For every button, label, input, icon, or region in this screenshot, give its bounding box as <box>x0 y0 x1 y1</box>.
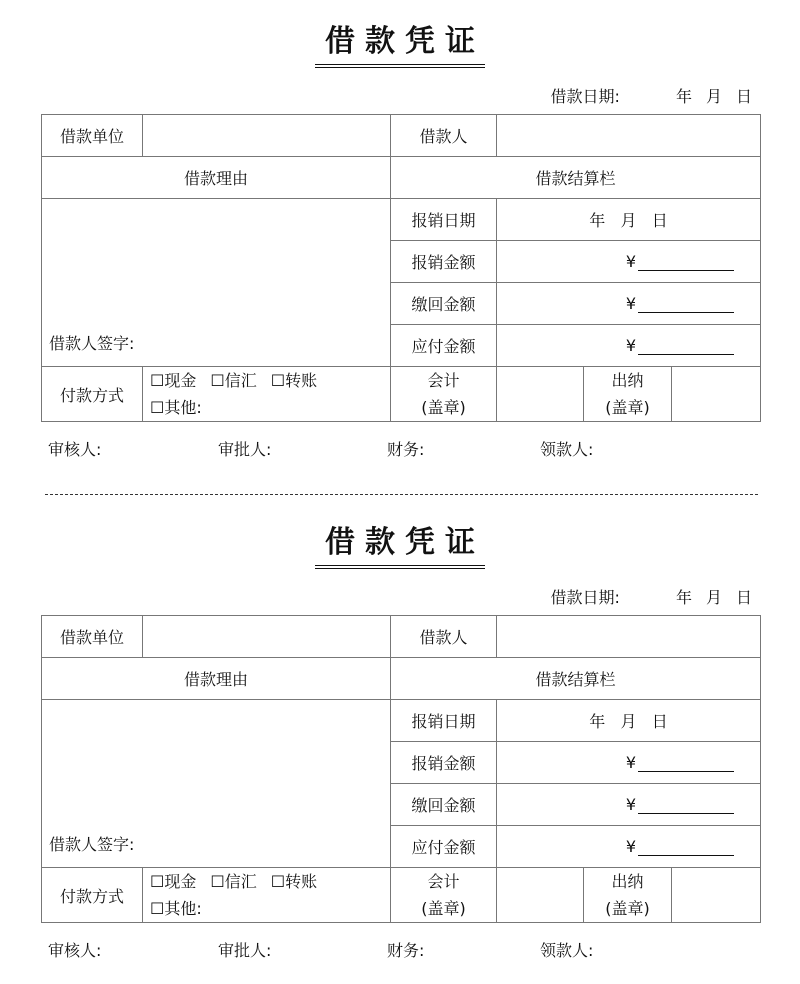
borrower-unit-field[interactable] <box>143 616 391 658</box>
month-label: 月 <box>705 588 722 607</box>
borrow-date-label: 借款日期: <box>550 588 620 607</box>
currency-symbol: ¥ <box>625 252 637 271</box>
payment-options <box>143 868 391 923</box>
signature-label: 借款人签字: <box>49 835 135 854</box>
borrower-unit-field[interactable] <box>143 115 391 157</box>
currency-symbol: ¥ <box>625 795 637 814</box>
option-wire[interactable]: ☐信汇 <box>210 872 257 891</box>
borrower-unit-label: 借款单位 <box>42 115 143 157</box>
voucher-title: 借款凭证 <box>0 22 800 68</box>
payment-method-label: 付款方式 <box>42 367 143 422</box>
option-wire[interactable]: ☐信汇 <box>210 371 257 390</box>
voucher-table <box>41 615 761 923</box>
accountant-cell <box>391 367 497 422</box>
option-transfer[interactable]: ☐转账 <box>270 872 318 891</box>
cashier-stamp-field[interactable] <box>672 367 761 422</box>
dashed-separator <box>45 494 758 495</box>
reviewer-label: 审核人: <box>48 440 102 459</box>
option-cash[interactable]: ☐现金 <box>150 371 197 390</box>
reason-signature-cell[interactable] <box>42 199 391 367</box>
day-label: 日 <box>735 588 752 607</box>
option-cash[interactable]: ☐现金 <box>150 872 197 891</box>
return-amount-label: 缴回金额 <box>391 283 497 325</box>
recipient-label: 领款人: <box>540 440 594 459</box>
finance-label: 财务: <box>387 941 425 960</box>
borrower-label: 借款人 <box>391 115 497 157</box>
reimburse-date-label: 报销日期 <box>391 199 497 241</box>
return-amount-field[interactable] <box>497 784 761 826</box>
cashier-stamp-field[interactable] <box>672 868 761 923</box>
recipient-label: 领款人: <box>540 941 594 960</box>
reimburse-date-field[interactable]: 年 月 日 <box>497 700 761 742</box>
accountant-stamp-field[interactable] <box>497 367 584 422</box>
signature-label: 借款人签字: <box>49 334 135 353</box>
reason-label: 借款理由 <box>42 157 391 199</box>
cashier-cell <box>584 367 672 422</box>
borrow-date-label: 借款日期: <box>550 87 620 106</box>
currency-symbol: ¥ <box>625 294 637 313</box>
cashier-cell <box>584 868 672 923</box>
voucher-2 <box>0 501 800 961</box>
reimburse-amount-label: 报销金额 <box>391 742 497 784</box>
approver-label: 审批人: <box>218 941 272 960</box>
voucher-1 <box>0 0 800 460</box>
accountant-cell <box>391 868 497 923</box>
borrower-unit-label: 借款单位 <box>42 616 143 658</box>
stamp-label: (盖章) <box>421 899 466 918</box>
reason-signature-cell[interactable] <box>42 700 391 868</box>
payable-amount-field[interactable] <box>497 325 761 367</box>
day-label: 日 <box>735 87 752 106</box>
stamp-label: (盖章) <box>605 899 650 918</box>
payable-amount-label: 应付金额 <box>391 325 497 367</box>
approver-label: 审批人: <box>218 440 272 459</box>
settlement-label: 借款结算栏 <box>391 658 761 700</box>
accountant-stamp-field[interactable] <box>497 868 584 923</box>
reimburse-amount-label: 报销金额 <box>391 241 497 283</box>
finance-label: 财务: <box>387 440 425 459</box>
reimburse-date-label: 报销日期 <box>391 700 497 742</box>
year-label: 年 <box>675 588 692 607</box>
borrower-label: 借款人 <box>391 616 497 658</box>
accountant-label: 会计 <box>427 872 460 891</box>
currency-symbol: ¥ <box>625 336 637 355</box>
reason-label: 借款理由 <box>42 658 391 700</box>
cashier-label: 出纳 <box>611 371 644 390</box>
reimburse-amount-field[interactable] <box>497 241 761 283</box>
reimburse-amount-field[interactable] <box>497 742 761 784</box>
voucher-table <box>41 114 761 422</box>
payable-amount-field[interactable] <box>497 826 761 868</box>
return-amount-label: 缴回金额 <box>391 784 497 826</box>
year-label: 年 <box>675 87 692 106</box>
cashier-label: 出纳 <box>611 872 644 891</box>
borrower-field[interactable] <box>497 115 761 157</box>
borrower-field[interactable] <box>497 616 761 658</box>
currency-symbol: ¥ <box>625 753 637 772</box>
stamp-label: (盖章) <box>421 398 466 417</box>
month-label: 月 <box>705 87 722 106</box>
currency-symbol: ¥ <box>625 837 637 856</box>
accountant-label: 会计 <box>427 371 460 390</box>
reimburse-date-field[interactable]: 年 月 日 <box>497 199 761 241</box>
voucher-title: 借款凭证 <box>0 523 800 569</box>
option-other[interactable]: ☐其他: <box>150 899 202 918</box>
return-amount-field[interactable] <box>497 283 761 325</box>
option-transfer[interactable]: ☐转账 <box>270 371 318 390</box>
payment-options <box>143 367 391 422</box>
borrow-date-row <box>551 84 752 107</box>
settlement-label: 借款结算栏 <box>391 157 761 199</box>
reviewer-label: 审核人: <box>48 941 102 960</box>
borrow-date-row <box>551 585 752 608</box>
stamp-label: (盖章) <box>605 398 650 417</box>
payable-amount-label: 应付金额 <box>391 826 497 868</box>
payment-method-label: 付款方式 <box>42 868 143 923</box>
option-other[interactable]: ☐其他: <box>150 398 202 417</box>
